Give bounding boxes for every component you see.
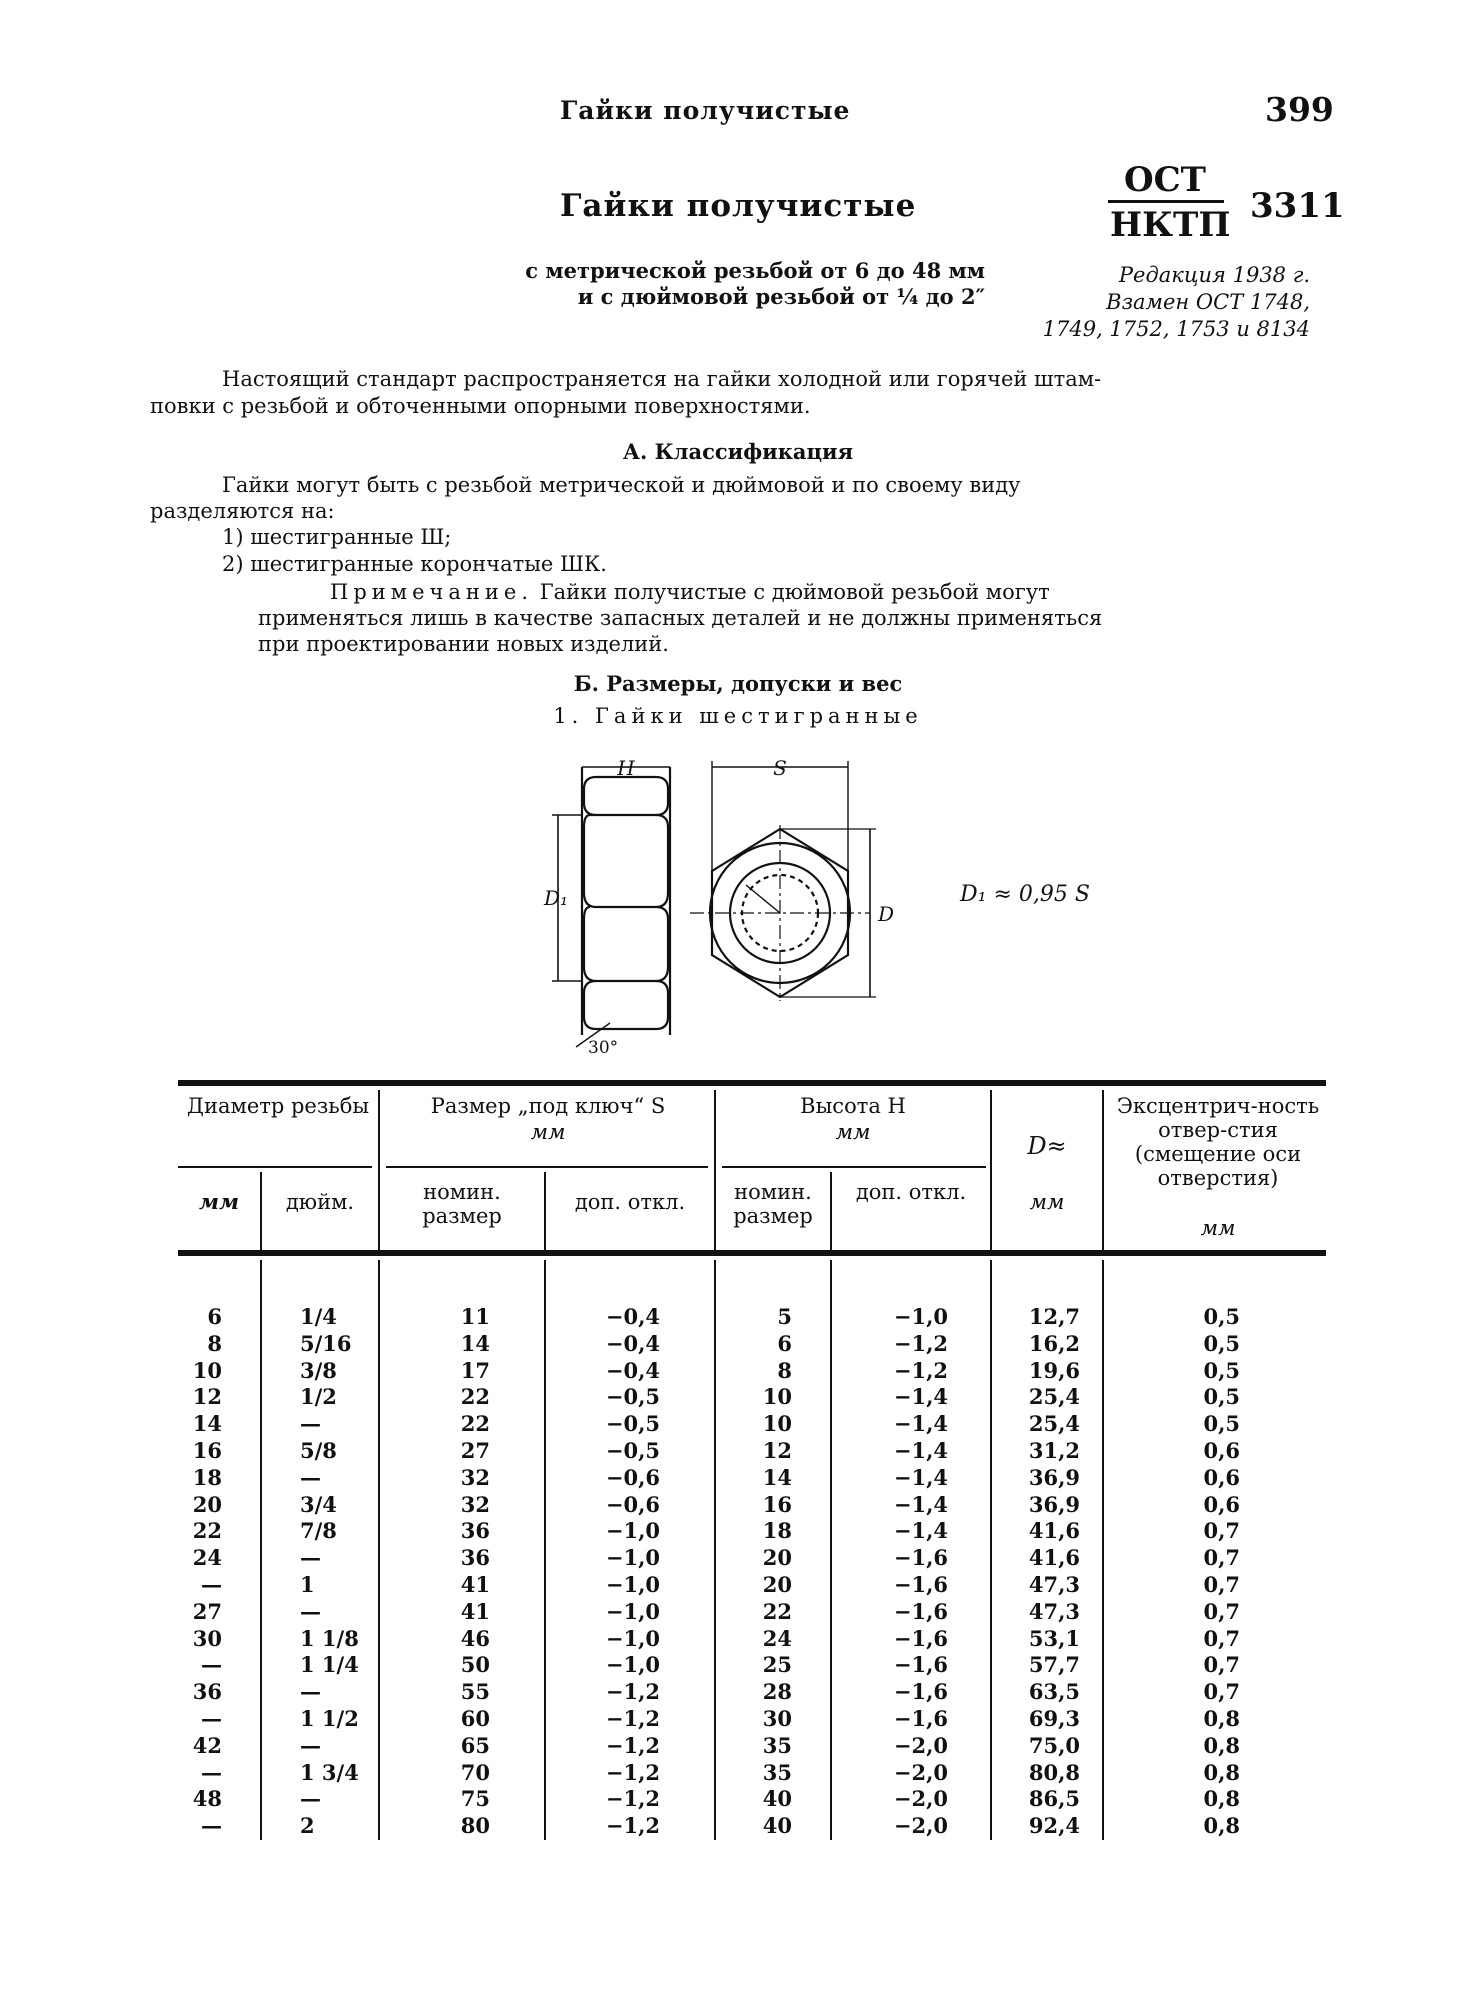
table-cell: 22 xyxy=(762,1598,792,1624)
table-cell: 50 xyxy=(460,1652,490,1678)
table-cell: −1,4 xyxy=(893,1411,948,1437)
label-s: S xyxy=(773,756,787,780)
table-cell: 63,5 xyxy=(1028,1679,1080,1705)
header-height-unit: мм xyxy=(835,1120,871,1144)
table-cell: 3/4 xyxy=(300,1491,337,1517)
table-cell: 17 xyxy=(460,1357,490,1383)
table-cell: 0,5 xyxy=(1203,1330,1240,1356)
table-cell: −2,0 xyxy=(893,1759,948,1785)
column-wrench xyxy=(430,1304,490,1840)
table-cell: 2 xyxy=(300,1813,315,1839)
table-cell: 25,4 xyxy=(1028,1411,1080,1437)
note-line1: Гайки получистые с дюймовой резьбой могут xyxy=(539,580,1050,604)
table-cell: — xyxy=(201,1652,222,1678)
table-cell: — xyxy=(201,1759,222,1785)
table-cell: 10 xyxy=(762,1411,792,1437)
table-cell: 5 xyxy=(777,1304,792,1329)
table-cell: 14 xyxy=(192,1411,222,1437)
header-mm: мм xyxy=(199,1189,239,1214)
header-wrench-nominal: номин. размер xyxy=(422,1180,502,1228)
table-cell: 53,1 xyxy=(1028,1625,1080,1651)
header-eccentricity-unit: мм xyxy=(1200,1216,1236,1240)
nut-side-view xyxy=(552,767,670,1047)
column-d xyxy=(1000,1304,1080,1840)
table-cell: 0,5 xyxy=(1203,1384,1240,1410)
table-cell: — xyxy=(300,1598,321,1624)
table-cell: 86,5 xyxy=(1028,1786,1080,1812)
rule-wrench xyxy=(386,1166,708,1168)
table-cell: 0,7 xyxy=(1203,1598,1240,1624)
table-cell: 12 xyxy=(762,1437,792,1463)
table-cell: 5/16 xyxy=(300,1330,352,1356)
table-cell: −1,6 xyxy=(893,1652,948,1678)
table-cell: 22 xyxy=(460,1411,490,1437)
table-cell: −2,0 xyxy=(893,1732,948,1758)
column-height xyxy=(736,1304,792,1840)
header-d: D≈ xyxy=(1027,1132,1067,1160)
table-cell: 0,5 xyxy=(1203,1357,1240,1383)
vline-7 xyxy=(830,1172,832,1252)
table-cell: 46 xyxy=(460,1625,490,1651)
section-a-heading: А. Классификация xyxy=(622,439,854,464)
table-cell: 31,2 xyxy=(1028,1437,1080,1463)
column-inch xyxy=(300,1304,360,1840)
note-line2: применяться лишь в качестве запасных деталей и не должны применяться xyxy=(258,606,1103,630)
table-cell: 22 xyxy=(192,1518,222,1544)
table-cell: 10 xyxy=(762,1384,792,1410)
table-cell: 16,2 xyxy=(1028,1330,1080,1356)
table-cell: 41 xyxy=(460,1571,490,1597)
table-cell: −1,2 xyxy=(605,1786,660,1812)
table-cell: −2,0 xyxy=(893,1813,948,1839)
table-cell: 1 1/2 xyxy=(300,1705,359,1731)
table-cell: 47,3 xyxy=(1028,1571,1080,1597)
edition-line3: 1749, 1752, 1753 и 8134 xyxy=(1042,317,1310,341)
table-cell: −1,0 xyxy=(893,1304,948,1329)
table-cell: 5/8 xyxy=(300,1437,337,1463)
body-vline-6 xyxy=(990,1260,992,1840)
table-cell: 25 xyxy=(762,1652,792,1678)
table-cell: 0,7 xyxy=(1203,1545,1240,1571)
table-cell: 0,7 xyxy=(1203,1571,1240,1597)
table-cell: 47,3 xyxy=(1028,1598,1080,1624)
note-line3: при проектировании новых изделий. xyxy=(258,632,669,656)
table-cell: 36 xyxy=(192,1679,222,1705)
note-first-line xyxy=(330,579,1050,606)
table-cell: 1/2 xyxy=(300,1384,337,1410)
table-cell: −0,6 xyxy=(605,1464,660,1490)
table-cell: −0,4 xyxy=(605,1357,660,1383)
table-cell: 36,9 xyxy=(1028,1464,1080,1490)
table-cell: 0,8 xyxy=(1203,1705,1240,1731)
table-cell: 65 xyxy=(460,1732,490,1758)
table-cell: 0,5 xyxy=(1203,1411,1240,1437)
table-cell: −1,0 xyxy=(605,1652,660,1678)
table-cell: 27 xyxy=(192,1598,222,1624)
table-cell: 1 3/4 xyxy=(300,1759,359,1785)
table-cell: −1,6 xyxy=(893,1571,948,1597)
table-cell: 48 xyxy=(192,1786,222,1812)
table-cell: 20 xyxy=(192,1491,222,1517)
table-cell: −0,6 xyxy=(605,1491,660,1517)
table-cell: −1,4 xyxy=(893,1491,948,1517)
header-diameter: Диаметр резьбы xyxy=(186,1094,370,1118)
table-top-rule xyxy=(178,1080,1326,1086)
table-cell: — xyxy=(300,1786,321,1812)
hex-nut-drawing xyxy=(540,755,900,1055)
table-cell: 14 xyxy=(762,1464,792,1490)
table-cell: 0,5 xyxy=(1203,1304,1240,1329)
body-vline-4 xyxy=(714,1260,716,1840)
vline-5 xyxy=(260,1172,262,1252)
table-cell: −1,2 xyxy=(893,1357,948,1383)
subtitle-line1: с метрической резьбой от 6 до 48 мм xyxy=(525,258,985,283)
header-inch: дюйм. xyxy=(285,1190,355,1214)
table-cell: 0,8 xyxy=(1203,1732,1240,1758)
label-d: D xyxy=(878,902,895,926)
table-cell: −1,4 xyxy=(893,1384,948,1410)
table-cell: 36 xyxy=(460,1545,490,1571)
header-eccentricity: Эксцентрич-ность отвер-стия (смещение оси отверстия) xyxy=(1116,1094,1320,1190)
standard-fraction-line xyxy=(1108,200,1224,203)
subtitle-line2: и с дюймовой резьбой от ¼ до 2″ xyxy=(577,284,985,309)
classification-item-1: 1) шестигранные Ш; xyxy=(222,525,452,549)
table-cell: 41,6 xyxy=(1028,1545,1080,1571)
table-cell: 75,0 xyxy=(1028,1732,1080,1758)
table-cell: 35 xyxy=(762,1732,792,1758)
table-cell: −2,0 xyxy=(893,1786,948,1812)
column-wrench-tolerance xyxy=(580,1304,660,1840)
nut-front-view xyxy=(690,761,876,1001)
table-cell: 75 xyxy=(460,1786,490,1812)
table-cell: 1 xyxy=(300,1571,315,1597)
table-cell: 32 xyxy=(460,1464,490,1490)
header-wrench: Размер „под ключ“ S xyxy=(430,1094,666,1118)
table-cell: 16 xyxy=(192,1437,222,1463)
standard-number: 3311 xyxy=(1250,186,1345,226)
table-cell: −1,2 xyxy=(605,1759,660,1785)
table-cell: 22 xyxy=(460,1384,490,1410)
table-cell: 0,8 xyxy=(1203,1759,1240,1785)
standard-bottom: НКТП xyxy=(1110,205,1231,245)
table-cell: 6 xyxy=(777,1330,792,1356)
table-cell: −1,2 xyxy=(605,1679,660,1705)
table-cell: 1 1/4 xyxy=(300,1652,359,1678)
table-cell: −1,0 xyxy=(605,1571,660,1597)
column-mm xyxy=(180,1304,222,1840)
table-cell: 57,7 xyxy=(1028,1652,1080,1678)
table-cell: 42 xyxy=(192,1732,222,1758)
table-cell: 0,7 xyxy=(1203,1652,1240,1678)
edition-line2: Взамен ОСТ 1748, xyxy=(1106,290,1310,314)
table-cell: −0,5 xyxy=(605,1437,660,1463)
table-cell: −1,2 xyxy=(893,1330,948,1356)
classification-item-2: 2) шестигранные корончатые ШК. xyxy=(222,552,607,576)
table-cell: 3/8 xyxy=(300,1357,337,1383)
section-b-subheading: 1. Гайки шестигранные xyxy=(553,704,923,728)
table-cell: 0,6 xyxy=(1203,1437,1240,1463)
table-cell: −0,4 xyxy=(605,1304,660,1329)
edition-note xyxy=(1010,262,1310,343)
page-number: 399 xyxy=(1265,90,1334,129)
table-cell: −1,0 xyxy=(605,1518,660,1544)
table-cell: 36,9 xyxy=(1028,1491,1080,1517)
page-title: Гайки получистые xyxy=(560,188,917,224)
section-b-heading: Б. Размеры, допуски и вес xyxy=(573,671,903,696)
table-cell: 32 xyxy=(460,1491,490,1517)
label-angle: 30° xyxy=(588,1038,619,1055)
table-cell: 12,7 xyxy=(1028,1304,1080,1329)
table-cell: 27 xyxy=(460,1437,490,1463)
table-cell: −1,2 xyxy=(605,1732,660,1758)
table-cell: 7/8 xyxy=(300,1518,337,1544)
table-cell: 40 xyxy=(762,1786,792,1812)
table-cell: 41 xyxy=(460,1598,490,1624)
rule-height xyxy=(722,1166,986,1168)
section-a-line1: Гайки могут быть с резьбой метрической и дюймовой и по своему виду xyxy=(222,473,1021,497)
table-header-rule xyxy=(178,1250,1326,1256)
table-cell: −0,4 xyxy=(605,1330,660,1356)
table-cell: −1,6 xyxy=(893,1545,948,1571)
header-wrench-unit: мм xyxy=(530,1120,566,1144)
table-cell: 14 xyxy=(460,1330,490,1356)
table-cell: −1,0 xyxy=(605,1598,660,1624)
table-cell: 20 xyxy=(762,1545,792,1571)
body-vline-7 xyxy=(1102,1260,1104,1840)
table-cell: — xyxy=(300,1411,321,1437)
body-vline-1 xyxy=(260,1260,262,1840)
table-cell: — xyxy=(300,1464,321,1490)
table-cell: −0,5 xyxy=(605,1411,660,1437)
body-vline-3 xyxy=(544,1260,546,1840)
header-d-unit: мм xyxy=(1029,1190,1065,1214)
vline-2 xyxy=(714,1090,716,1252)
table-cell: 55 xyxy=(460,1679,490,1705)
table-cell: 25,4 xyxy=(1028,1384,1080,1410)
table-cell: −1,2 xyxy=(605,1813,660,1839)
intro-line2: повки с резьбой и обточенными опорными поверхностями. xyxy=(150,394,811,418)
table-cell: 1/4 xyxy=(300,1304,337,1329)
vline-1 xyxy=(378,1090,380,1252)
standard-top: ОСТ xyxy=(1124,160,1206,200)
table-cell: 92,4 xyxy=(1028,1813,1080,1839)
table-cell: −1,6 xyxy=(893,1705,948,1731)
header-height: Высота H xyxy=(800,1094,906,1118)
label-h: H xyxy=(617,756,635,780)
table-cell: −1,4 xyxy=(893,1464,948,1490)
section-a-line2: разделяются на: xyxy=(150,499,335,523)
table-cell: 80,8 xyxy=(1028,1759,1080,1785)
table-cell: — xyxy=(300,1545,321,1571)
table-cell: 0,7 xyxy=(1203,1625,1240,1651)
table-cell: 30 xyxy=(762,1705,792,1731)
table-cell: 36 xyxy=(460,1518,490,1544)
table-cell: 11 xyxy=(460,1304,490,1329)
table-cell: 19,6 xyxy=(1028,1357,1080,1383)
table-cell: 24 xyxy=(762,1625,792,1651)
running-head: Гайки получистые xyxy=(560,96,851,125)
vline-3 xyxy=(990,1090,992,1252)
table-cell: 12 xyxy=(192,1384,222,1410)
table-cell: 0,8 xyxy=(1203,1813,1240,1839)
table-cell: 10 xyxy=(192,1357,222,1383)
header-wrench-tolerance: доп. откл. xyxy=(574,1190,686,1214)
label-d1: D₁ xyxy=(544,886,569,910)
table-cell: — xyxy=(300,1679,321,1705)
body-vline-5 xyxy=(830,1260,832,1840)
table-cell: 70 xyxy=(460,1759,490,1785)
table-cell: 28 xyxy=(762,1679,792,1705)
table-cell: 40 xyxy=(762,1813,792,1839)
table-cell: 0,6 xyxy=(1203,1464,1240,1490)
table-cell: −1,6 xyxy=(893,1625,948,1651)
table-cell: 6 xyxy=(207,1304,222,1329)
body-vline-2 xyxy=(378,1260,380,1840)
table-cell: 20 xyxy=(762,1571,792,1597)
table-cell: — xyxy=(201,1705,222,1731)
table-cell: — xyxy=(201,1571,222,1597)
table-cell: 0,7 xyxy=(1203,1518,1240,1544)
table-cell: 0,6 xyxy=(1203,1491,1240,1517)
table-cell: −1,0 xyxy=(605,1625,660,1651)
table-cell: 8 xyxy=(777,1357,792,1383)
table-cell: 41,6 xyxy=(1028,1518,1080,1544)
vline-6 xyxy=(544,1172,546,1252)
note-label: Примечание. xyxy=(330,580,534,604)
intro-line1: Настоящий стандарт распространяется на гайки холодной или горячей штам- xyxy=(222,367,1102,391)
table-cell: 1 1/8 xyxy=(300,1625,359,1651)
table-cell: 0,8 xyxy=(1203,1786,1240,1812)
table-cell: — xyxy=(300,1732,321,1758)
table-cell: −0,5 xyxy=(605,1384,660,1410)
table-cell: 30 xyxy=(192,1625,222,1651)
vline-4 xyxy=(1102,1090,1104,1252)
table-cell: 8 xyxy=(207,1330,222,1356)
table-cell: −1,4 xyxy=(893,1518,948,1544)
table-cell: 0,7 xyxy=(1203,1679,1240,1705)
table-cell: 18 xyxy=(192,1464,222,1490)
table-cell: −1,0 xyxy=(605,1545,660,1571)
table-cell: 35 xyxy=(762,1759,792,1785)
table-cell: −1,2 xyxy=(605,1705,660,1731)
formula: D₁ ≈ 0,95 S xyxy=(960,882,1090,907)
table-cell: −1,6 xyxy=(893,1679,948,1705)
table-cell: 80 xyxy=(460,1813,490,1839)
rule-diam xyxy=(178,1166,372,1168)
subtitle xyxy=(395,258,985,310)
table-cell: −1,4 xyxy=(893,1437,948,1463)
edition-line1: Редакция 1938 г. xyxy=(1118,263,1310,287)
table-cell: 18 xyxy=(762,1518,792,1544)
header-height-nominal: номин. размер xyxy=(733,1180,813,1228)
table-cell: — xyxy=(201,1813,222,1839)
column-height-tolerance xyxy=(866,1304,948,1840)
table-cell: −1,6 xyxy=(893,1598,948,1624)
table-cell: 69,3 xyxy=(1028,1705,1080,1731)
column-eccentricity xyxy=(1160,1304,1240,1840)
table-cell: 16 xyxy=(762,1491,792,1517)
header-height-tolerance: доп. откл. xyxy=(855,1180,967,1204)
table-cell: 24 xyxy=(192,1545,222,1571)
table-cell: 60 xyxy=(460,1705,490,1731)
